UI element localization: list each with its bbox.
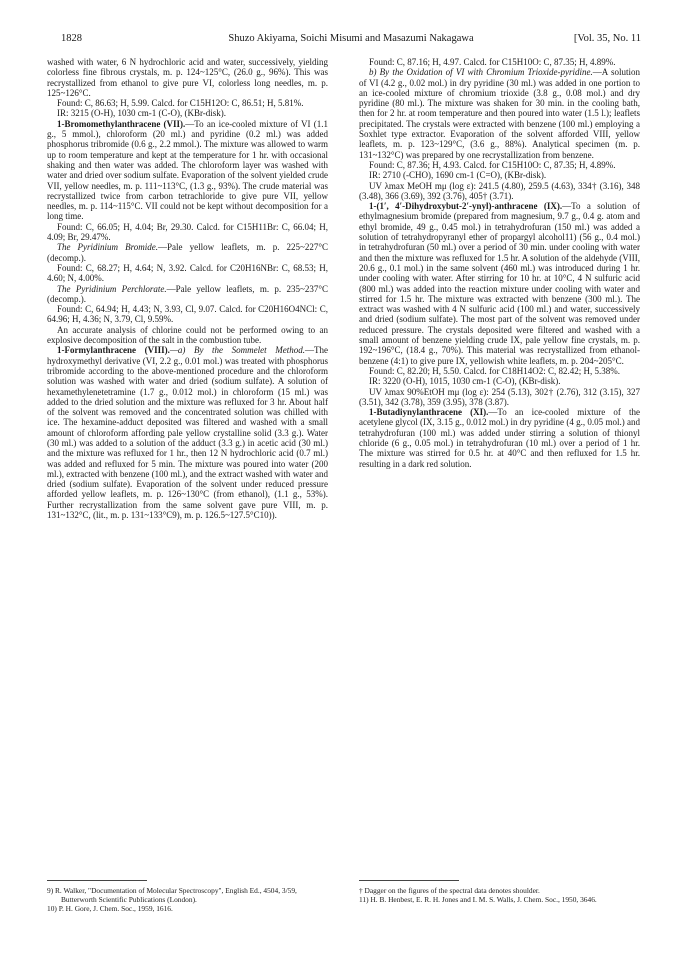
footnote-rule-right [359, 880, 459, 881]
footnotes-left [47, 886, 332, 913]
paragraph-text: —To an ice-cooled mixture of the acetylene glycol (IX, 3.15 g., 0.012 mol.) in dry pyridine (4 g., 0.05 mol.) and tetrahydrofuran (100 ml.) was added under stirring a solution of thionyl chloride (6 g., 0.05 mol.) in tetrahydrofuran (10 ml.) over a period of 1 hr. The mixture was stirred for 0.5 hr. at 40°C and then refluxed for 1.5 hr. resulting in a dark red solution. [359, 407, 640, 469]
paragraph-text: —The hydroxymethyl derivative (VI, 2.2 g., 0.01 mol.) was treated with phosphorus tribromide according to the above-mentioned procedure and the chloroform solution was washed with water and dried (sodium sulfate). A solution of hexamethylenetetramine (1.7 g., 0.012 mol.) in chloroform (15 ml.) was added to the dried solution and the mixture was refluxed for 3 hr. About half of the solvent was removed and the concentrated solution was chilled with ice. The hexamine-adduct deposited was filtered and washed with a small amount of chloroform affording pale yellow crystalline solid (3.3 g.). Water (30 ml.) was added to a solution of the adduct (3.3 g.) in acetic acid (30 ml.) and the mixture was refluxed for 1 hr., then 12 N hydrochloric acid (0.7 ml.) was added and refluxed for 5 min. The mixture was poured into water (200 ml.), extracted with benzene (100 ml.), and the extract washed with water and dried (sodium sulfate). Evaporation of the solvent under reduced pressure afforded yellow leaflets, m. p. 126~130°C (from ethanol), (1.1 g., 53%). Further recrystallization from the same solvent gave pure VIII, m. p. 131~132°C, (lit., m. p. 131~133°C9), m. p. 126.5~127.5°C10)). [47, 345, 328, 521]
paragraph [47, 304, 328, 325]
paragraph [359, 170, 640, 180]
paragraph [47, 345, 328, 520]
paragraph [47, 284, 328, 305]
paragraph [47, 98, 328, 108]
left-text-column [47, 57, 328, 520]
paragraph [47, 108, 328, 118]
paragraph-text: Found: C, 82.20; H, 5.50. Calcd. for C18H14O2: C, 82.42; H, 5.38%. [369, 365, 620, 376]
paragraph-text: Found: C, 86.63; H, 5.99. Calcd. for C15H12O: C, 86.51; H, 5.81%. [57, 98, 304, 109]
paragraph [47, 325, 328, 346]
paragraph [47, 119, 328, 222]
paragraph [359, 376, 640, 386]
paragraph [359, 67, 640, 160]
footnote: 10) P. H. Gore, J. Chem. Soc., 1959, 1616. [47, 904, 173, 913]
italic-subtitle: —a) By the Sommelet Method. [169, 345, 305, 356]
paragraph [359, 387, 640, 408]
paragraph-text: —A solution of VI (4.2 g., 0.02 mol.) in dry pyridine (30 ml.) was added in one portion to an ice-cooled mixture of chromium trioxide (3.8 g., 0.08 mol.) and dry pyridine (80 ml.). The mixture was shaken for 30 min. in the cooling bath, then for 2 hr. at room temperature and then poured into water (1.5 l.); leaflets precipitated. The crystals were extracted with benzene (100 ml.) employing a Soxhlet type extractor. Evaporation of the solvent afforded VIII, yellow leaflets, m. p. 123~129°C, (3.6 g., 88%). Analytical specimen (m. p. 131~132°C) was prepared by one recrystallization from benzene. [359, 67, 640, 160]
paragraph-text: UV λmax 90%EtOH mμ (log ε): 254 (5.13), 302† (2.76), 312 (3.15), 327 (3.51), 342 (3.78), 359 (3.95), 378 (3.87). [359, 386, 640, 407]
paragraph-text: Found: C, 64.94; H, 4.43; N, 3.93, Cl, 9.07. Calcd. for C20H16O4NCl: C, 64.96; H, 4.36; N, 3.79, Cl, 9.59%. [47, 304, 328, 325]
paragraph-text: IR: 2710 (-CHO), 1690 cm-1 (C=O), (KBr-disk). [369, 170, 547, 181]
paragraph-text: Found: C, 87.36; H, 4.93. Calcd. for C15H10O: C, 87.35; H, 4.89%. [369, 159, 616, 170]
paragraph [359, 181, 640, 202]
section-title: 1-Butadiynylanthracene (XI). [369, 407, 489, 418]
paragraph-text: Found: C, 87.16; H, 4.97. Calcd. for C15H10O: C, 87.35; H, 4.89%. [369, 57, 616, 67]
paragraph [359, 160, 640, 170]
page-number: 1828 [61, 33, 82, 44]
paragraph-text: UV λmax MeOH mμ (log ε): 241.5 (4.80), 259.5 (4.63), 334† (3.16), 348 (3.48), 366 (3.69), 392 (3.76), 405† (3.71). [359, 180, 640, 201]
paragraph-text: IR: 3220 (O-H), 1015, 1030 cm-1 (C-O), (KBr-disk). [369, 376, 561, 387]
paragraph [359, 57, 640, 67]
italic-subtitle: b) By the Oxidation of VI with Chromium Trioxide-pyridine. [369, 67, 593, 78]
paragraph [359, 366, 640, 376]
section-title: 1-Bromomethylanthracene (VII). [57, 118, 186, 129]
footnote: † Dagger on the figures of the spectral data denotes shoulder. [359, 886, 540, 895]
running-authors: Shuzo Akiyama, Soichi Misumi and Masazumi Nakagawa [228, 33, 474, 44]
paragraph [47, 57, 328, 98]
paragraph-text: washed with water, 6 N hydrochloric acid and water, successively, yielding colorless fine fibrous crystals, m. p. 124~125°C, (26.0 g., 96%). This was recrystallized from ethanol to give pure VI, colorless long needles, m. p. 125~126°C. [47, 57, 328, 98]
section-title: 1-(1′, 4′-Dihydroxybut-2′-ynyl)-anthracene (IX). [369, 201, 563, 212]
paragraph-text: —To an ice-cooled mixture of VI (1.1 g., 5 mmol.), chloroform (20 ml.) and pyridine (0.2 ml.) was added phosphorus tribromide (0.6 g., 2.2 mmol.). The mixture was allowed to warm up to room temperature and kept at the temperature for 1 hr. with occasional shaking and then water was added. The chloroform layer was washed with water and dried over sodium sulfate. Evaporation of the solvent yielded crude VII, yellow needles, m. p. 111~113°C, (1.3 g., 93%). The crude material was recrystallized twice from carbon tetrachloride to give pure VII, yellow needles, m. p. 114~115°C. VII could not be kept without decomposition for a long time. [47, 118, 328, 222]
paragraph-text: An accurate analysis of chlorine could not be performed owing to an explosive decomposition of the salt in the combustion tube. [47, 324, 328, 346]
paragraph-text: Found: C, 68.27; H, 4.64; N, 3.92. Calcd. for C20H16NBr: C, 68.53; H, 4.60; N, 4.00%. [47, 262, 328, 284]
italic-subtitle: The Pyridinium Perchlorate. [57, 283, 167, 294]
right-text-column [359, 57, 640, 469]
paragraph [359, 407, 640, 469]
section-title: 1-Formylanthracene (VIII). [57, 345, 170, 356]
footnotes-right [359, 886, 644, 904]
paragraph-text: —Pale yellow leaflets, m. p. 235~237°C (decomp.). [47, 283, 328, 304]
running-header [61, 33, 641, 49]
paragraph-text: Found: C, 66.05; H, 4.04; Br, 29.30. Calcd. for C15H11Br: C, 66.04; H, 4.09; Br, 29.47%. [47, 221, 328, 243]
paragraph-text: IR: 3215 (O-H), 1030 cm-1 (C-O), (KBr-disk). [57, 108, 227, 119]
paragraph [47, 263, 328, 284]
footnote: 11) H. B. Henbest, E. R. H. Jones and I. M. S. Walls, J. Chem. Soc., 1950, 3646. [359, 895, 597, 904]
footnote-rule-left [47, 880, 147, 881]
paragraph [359, 201, 640, 366]
paragraph [47, 222, 328, 243]
paragraph [47, 242, 328, 263]
volume-label: [Vol. 35, No. 11 [573, 33, 641, 44]
italic-subtitle: The Pyridinium Bromide. [57, 242, 159, 253]
paragraph-text: —Pale yellow leaflets, m. p. 225~227°C (decomp.). [47, 242, 329, 263]
paragraph-text: —To a solution of ethylmagnesium bromide (prepared from magnesium, 9.7 g., 0.4 g. atom and ethyl bromide, 49 g., 0.45 mol.) in tetrahydrofuran (150 ml.) was added a solution of tetrahydropyranyl ether of propargyl alcohol11) (56 g., 0.4 mol.) in tetrahydrofuran (50 ml.) over a period of 30 min. under cooling with water and then the mixture was refluxed for 1.5 hr. A solution of the aldehyde (VIII, 20.6 g., 0.1 mol.) in the same solvent (460 ml.) was introduced during 1 hr. under cooling with water. After stirring for 10 hr. at 10°C, 4 N sulfuric acid (800 ml.) was added into the reaction mixture under cooling with water and stirred for 1.5 hr. The mixture was extracted with benzene (300 ml.). The extract was washed with 4 N sulfuric acid (100 ml.) and water, successively and dried (sodium sulfate). The most part of the solvent was removed under reduced pressure. The crystals deposited were filtered and washed with a small amount of benzene yielding crude IX, pale yellow fine crystals, m. p. 192~196°C, (18.4 g., 70%). This material was recrystallized from ethanol-benzene (4:1) to give pure IX, yellowish white leaflets, m. p. 204~205°C. [359, 201, 640, 366]
footnote: 9) R. Walker, "Documentation of Molecular Spectroscopy", English Ed., 4504, 3/59, Butterworth Scientific Publications (London). [47, 886, 297, 904]
